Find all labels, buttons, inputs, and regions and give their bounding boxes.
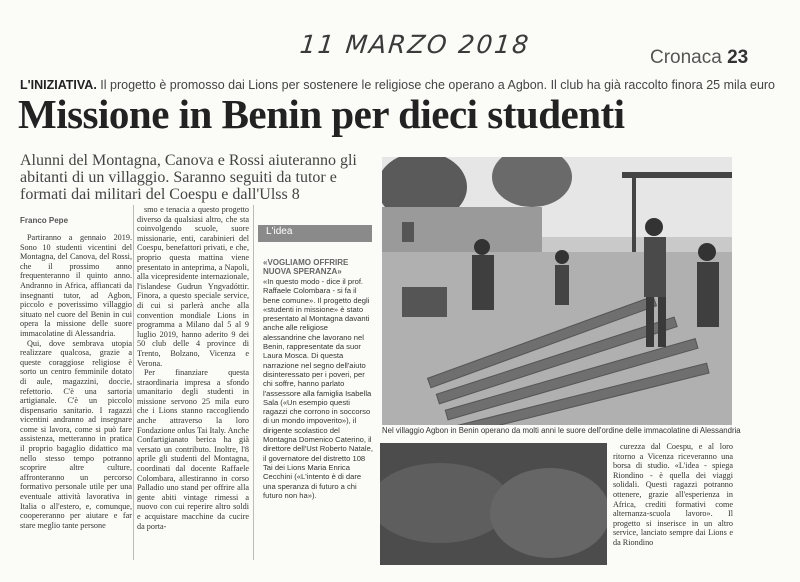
paragraph: Partiranno a gennaio 2019. Sono 10 studenti vicentini del Montagna, del Canova, del Rossi, che il prossimo anno frequenteranno il quinto anno. Andranno in Africa, affiancati da insegnanti tutor, ad Agbon, piccolo e poverissimo villaggio situato nel cuore del Benin in cui opera la missione delle suore immacolatine di Alessandria. [20, 233, 132, 338]
photo-caption: Nel villaggio Agbon in Benin operano da molti anni le suore dell'ordine delle immacolatine di Alessandria [382, 426, 741, 435]
kicker-label: L'INIZIATIVA. [20, 78, 97, 92]
photo-village [382, 157, 732, 425]
body-column-2 [137, 205, 249, 535]
photo-illustration [382, 157, 732, 425]
body-column-1 [20, 233, 132, 563]
headline: Missione in Benin per dieci studenti [18, 91, 625, 137]
paragraph: smo e tenacia a questo progetto diverso da qualsiasi altro, che sta coinvolgendo scuole, suore missionarie, enti, carabinieri del Coespu, benefattori privati, e che, proprio questa mattina viene presentato in anteprima, a Napoli, alla vicepresidente internazionale, l'islandese Gudrun Yngvadóttir. Finora, a questo speciale service, di cui si parlerà anche alla convention mondiale Lions in programma a Milano dal 5 al 9 luglio 2019, hanno aderito 9 dei 50 club delle 4 province di Trento, Bolzano, Vicenza e Verona. [137, 205, 249, 368]
body-column-4 [613, 442, 733, 567]
subhead: Alunni del Montagna, Canova e Rossi aiuteranno gli abitanti di un villaggio. Saranno seguiti da tutor e formati dai militari del Coespu e dall'Ulss 8 [20, 152, 357, 203]
paragraph: Per finanziare questa straordinaria impresa a sfondo umanitario degli studenti in missione servono 25 mila euro che i Lions stanno raccogliendo anche attraverso la loro Fondazione onlus Tai Italy. Anche Confartigianato berica ha già versato un contributo. Inoltre, l'8 aprile gli studenti del Montagna, coordinati dal docente Raffaele Colombara, allestiranno in corso Palladio uno stand per offrire alla gente abiti vintage rimessi a nuovo con cui reperire altro soldi e acquistare macchine da cucire da porta- [137, 368, 249, 531]
section-header [650, 47, 748, 69]
paragraph: curezza dal Coespu, e al loro ritorno a Vicenza riceveranno una borsa di studio. «L'idea - spiega Riondino - è quella dei viaggi solidali. Questi ragazzi potranno ottenere, grazie all'esperienza in Africa, crediti formativi come alternanza-scuola lavoro». Il progetto si inserisce in un altro service, lanciato sempre dai Lions e da Riondino [613, 442, 733, 547]
paragraph: Qui, dove sembrava utopia realizzare qualcosa, grazie a queste coraggiose religiose è sorto un centro femminile dotato di aule, magazzini, doccie, refettorio. C'è una sartoria artigianale. C'è un piccolo dispensario sanitario. I ragazzi vicentini andranno ad insegnare come si lavora, come si può fare assistenza, metteranno in pratica il proprio bagaglio didattico ma nello stesso tempo potranno scoprire altre culture, affronteranno un percorso formativo personale utile per una eventuale attività lavorativa in Italia o all'estero, e, comunque, coopereranno per aiutare e far stare meglio tante persone [20, 338, 132, 530]
column-rule [253, 205, 254, 560]
sidebar-title: «VOGLIAMO OFFRIRE NUOVA SPERANZA» [263, 258, 349, 276]
photo-secondary-illustration [380, 443, 607, 565]
byline: Franco Pepe [20, 216, 69, 225]
section-name: Cronaca [650, 47, 722, 68]
sidebar-label: L'idea [266, 226, 293, 237]
kicker-text: Il progetto è promosso dai Lions per sostenere le religiose che operano a Agbon. Il club ha già raccolto finora 25 mila euro [100, 78, 776, 92]
column-rule [133, 205, 134, 560]
page-number: 23 [727, 47, 749, 68]
handwritten-date: 11 MARZO 2018 [298, 30, 532, 59]
sidebar-text: «In questo modo - dice il prof. Raffaele Colombara - si fa il bene comune». Il progetto degli «studenti in missione» è stato presentato al Montagna davanti anche alle religiose alessandrine che lavorano nel Benin, rappresentate da suor Laura Mosca. Di questa narrazione nel segno dell'aiuto disinteressato per i poveri, per chi soffre, hanno parlato l'assessore alla famiglia Isabella Sala («Un esempio questi ragazzi che corrono in soccorso di un mondo impoverito»), il dirigente scolastico del Montagna Domenico Caterino, il direttore dell'Ust Roberto Natale, il governatore del distretto 108 Tai dei Lions Maria Enrica Cecchini («L'intento è di dare una speranza di futuro a chi futuro non ha»). [263, 277, 373, 500]
photo-secondary [380, 443, 607, 565]
